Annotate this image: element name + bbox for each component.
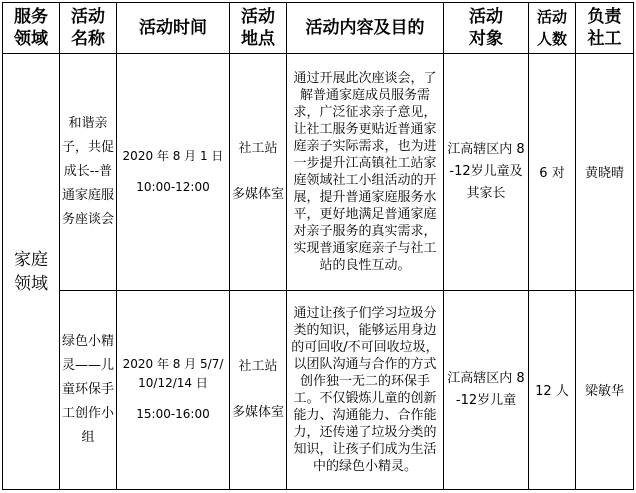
header-activity-count: 活动 人数: [529, 3, 576, 54]
activity-place-cell: 社工站 多媒体室: [230, 54, 287, 290]
activity-content-cell: 通过让孩子们学习垃圾分类的知识，能够运用身边的可回收/不可回收垃圾，以团队沟通与合作的方式创作独一无二的环保手工。不仅锻炼儿童的创新能力、沟通能力、合作能力，还传递了垃圾分类的知识，让孩子们成为生活中的绿色小精灵。: [287, 290, 444, 489]
activity-target-cell: 江高辖区内 8-12岁儿童: [444, 290, 529, 489]
activity-date: 2020 年 8 月 5/7/10/12/14 日: [122, 357, 224, 391]
header-activity-target: 活动 对象: [444, 3, 529, 54]
activity-count-cell: 6 对: [529, 54, 576, 290]
table-row: [3, 54, 634, 290]
header-activity-name: 活动 名称: [60, 3, 117, 54]
header-service-domain: 服务 领域: [3, 3, 60, 54]
activity-hours: 10:00-12:00: [136, 179, 210, 194]
header-activity-content: 活动内容及目的: [287, 3, 444, 54]
header-staff: 负责 社工: [576, 3, 634, 54]
staff-cell: 梁敏华: [576, 290, 634, 489]
activity-schedule-table: [2, 2, 634, 490]
service-domain-cell: 家庭 领域: [3, 54, 60, 490]
activity-name-cell: 绿色小精灵——儿童环保手工创作小组: [60, 290, 117, 489]
header-activity-time: 活动时间: [117, 3, 230, 54]
activity-count-cell: 12 人: [529, 290, 576, 489]
activity-date: 2020 年 8 月 1 日: [122, 148, 224, 163]
activity-target-cell: 江高辖区内 8-12岁儿童及其家长: [444, 54, 529, 290]
activity-time-cell: [117, 54, 230, 290]
table-row: [3, 290, 634, 489]
header-row: [3, 3, 634, 54]
activity-content-cell: 通过开展此次座谈会，了解普通家庭成员服务需求，广泛征求亲子意见，让社工服务更贴近普通家庭亲子实际需求，也为进一步提升江高镇社工站家庭领域社工小组活动的开展，提升普通家庭服务水平，更好地满足普通家庭对亲子服务的真实需求，实现普通家庭亲子与社工站的良性互动。: [287, 54, 444, 290]
activity-time-cell: [117, 290, 230, 489]
activity-name-cell: 和谐亲子，共促成长--普通家庭服务座谈会: [60, 54, 117, 290]
header-activity-place: 活动 地点: [230, 3, 287, 54]
activity-place-cell: 社工站 多媒体室: [230, 290, 287, 489]
activity-hours: 15:00-16:00: [136, 407, 210, 422]
staff-cell: 黄晓晴: [576, 54, 634, 290]
